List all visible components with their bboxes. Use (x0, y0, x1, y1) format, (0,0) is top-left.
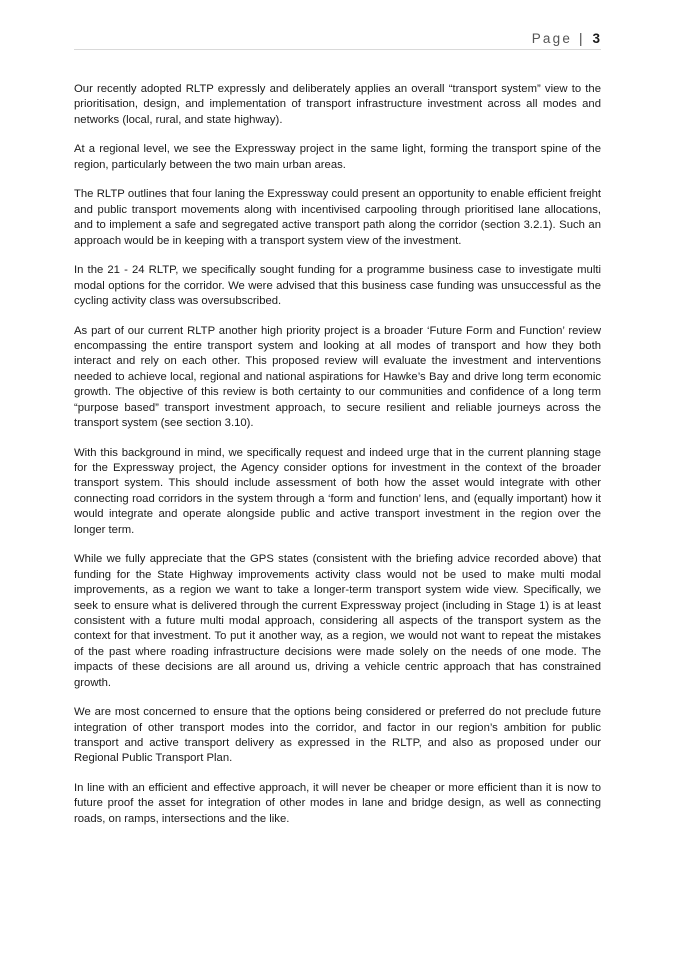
page-header (532, 31, 600, 46)
document-body (74, 82, 601, 841)
paragraph-3: The RLTP outlines that four laning the Expressway could present an opportunity to enable efficient freight and public transport movements along with incentivised carpooling through prioritised lane allocations, and to implement a safe and segregated active transport path along the corridor (section 3.2.1). Such an approach would be in keeping with a transport system view of the investment. (74, 188, 601, 247)
page-separator: | (579, 31, 583, 46)
page-number: 3 (592, 31, 600, 46)
paragraph-6: With this background in mind, we specifically request and indeed urge that in the current planning stage for the Expressway project, the Agency consider options for investment in the context of the broader transport system. This should include assessment of both how the asset would integrate with other connecting road corridors in the system through a ‘form and function’ lens, and (equally important) how it would integrate and operate alongside public and active transport investment in the region over the longer term. (74, 446, 601, 536)
paragraph-2: At a regional level, we see the Expressway project in the same light, forming the transport spine of the region, particularly between the two main urban areas. (74, 143, 601, 171)
paragraph-4: In the 21 - 24 RLTP, we specifically sought funding for a programme business case to investigate multi modal options for the corridor. We were advised that this business case funding was unsuccessful as the cycling activity class was oversubscribed. (74, 264, 601, 308)
page-label: Page (531, 31, 573, 46)
paragraph-7: While we fully appreciate that the GPS states (consistent with the briefing advice recorded above) that funding for the State Highway improvements activity class would not be used to make multi modal improvements, as a region we want to take a longer-term transport system wide view. Specifically, we seek to ensure what is delivered through the current Expressway project (including in Stage 1) is at least consistent with a future multi modal approach, considering all aspects of the transport system as the context for that investment. To put it another way, as a region, we would not want to repeat the mistakes of the past where roading infrastructure decisions were made solely on the needs of one mode. The impacts of these decisions are all around us, driving a vehicle centric approach that has constrained growth. (74, 553, 601, 689)
header-divider (74, 49, 601, 50)
paragraph-8: We are most concerned to ensure that the options being considered or preferred do not preclude future integration of other transport modes into the corridor, and factor in our region’s ambition for public transport and active transport delivery as expressed in the RLTP, and also as proposed under our Regional Public Transport Plan. (74, 706, 601, 765)
paragraph-1: Our recently adopted RLTP expressly and deliberately applies an overall “transport system” view to the prioritisation, design, and implementation of transport infrastructure investment across all modes and networks (local, rural, and state highway). (74, 83, 601, 126)
paragraph-9: In line with an efficient and effective approach, it will never be cheaper or more efficient than it is now to future proof the asset for integration of other modes in lane and bridge design, as well as connecting roads, on ramps, intersections and the like. (74, 781, 601, 825)
paragraph-5: As part of our current RLTP another high priority project is a broader ‘Future Form and Function’ review encompassing the entire transport system and looking at all modes of transport and how they both interact and rely on each other. This proposed review will evaluate the investment and interventions needed to achieve local, regional and national aspirations for Hawke’s Bay and drive long term economic growth. The objective of this review is both certainty to our communities and confidence of a long term “purpose based” transport investment approach, to secure resilient and reliable journeys across the transport system (see section 3.10). (74, 324, 601, 430)
